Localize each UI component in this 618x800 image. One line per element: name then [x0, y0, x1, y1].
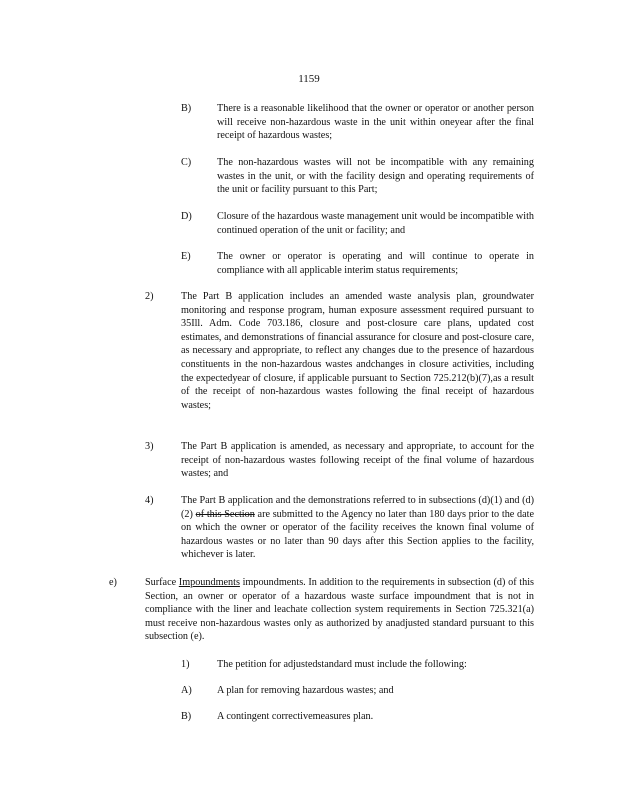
list-label: 3) [145, 441, 154, 452]
list-text: A contingent correctivemeasures plan. [217, 711, 374, 722]
list-label: E) [181, 251, 191, 262]
list-text: There is a reasonable likelihood that the owner or operator or another person will receive non-hazardous waste in the unit within oneyear after the final receipt of hazardous wastes; [217, 103, 534, 142]
list-text [181, 494, 534, 562]
list-label: e) [109, 577, 117, 588]
list-label: 2) [145, 291, 154, 302]
list-text: Closure of the hazardous waste management unit would be incompatible with continued operation of the unit or facility; and [217, 211, 534, 236]
list-label: B) [181, 103, 192, 114]
list-label: 4) [145, 495, 154, 506]
list-text [145, 576, 534, 644]
underlined-text: Impoundments [178, 577, 240, 588]
list-text: The Part B application is amended, as necessary and appropriate, to account for the receipt of non-hazardous wastes following receipt of the final volume of hazardous wastes; and [181, 441, 534, 480]
list-label: B) [181, 711, 192, 722]
list-label: D) [181, 211, 192, 222]
text-before: The Part B application and the demonstrations referred to in subsections (d)(1) and (d)(2) [181, 495, 534, 520]
list-text: A plan for removing hazardous wastes; and [217, 685, 394, 696]
list-label: C) [181, 157, 192, 168]
list-label: A) [181, 685, 192, 696]
list-text: The owner or operator is operating and will continue to operate in compliance with all applicable interim status requirements; [217, 251, 534, 276]
text-after: impoundments. In addition to the requirements in subsection (d) of this Section, an owner or operator of a hazardous waste surface impoundment that is not in compliance with the liner and leachate collection system requirements in Section 725.321(a) must receive non-hazardous wastes only as authorized by anadjusted standard pursuant to this subsection (e). [145, 577, 534, 643]
list-text: The Part B application includes an amended waste analysis plan, groundwater monitoring and response program, human exposure assessment required pursuant to 35Ill. Adm. Code 703.186, closure and post-closure care plans, updated cost estimates, and demonstrations of financial assurance for closure and post-closure care, as necessary and appropriate, to reflect any changes due to the presence of hazardous constituents in the non-hazardous wastes andchanges in closure activities, including the expectedyear of closure, if applicable pursuant to Section 725.212(b)(7),as a result of the receipt of non-hazardous wastes following the final receipt of hazardous wastes; [181, 291, 534, 411]
list-text: The non-hazardous wastes will not be incompatible with any remaining wastes in the unit, or with the facility design and operating requirements of the unit or facility pursuant to this Part; [217, 157, 534, 196]
text-prefix: Surface [145, 577, 179, 588]
page-number: 1159 [298, 73, 320, 85]
text-after: are submitted to the Agency no later than 180 days prior to the date on which the owner or operator of the facility receives the known final volume of hazardous wastes or no later than 90 days after this Section applies to the facility, whichever is later. [181, 508, 534, 561]
struck-text: of this Section [195, 508, 255, 520]
list-label: 1) [181, 659, 190, 670]
list-text: The petition for adjustedstandard must include the following: [217, 659, 467, 670]
